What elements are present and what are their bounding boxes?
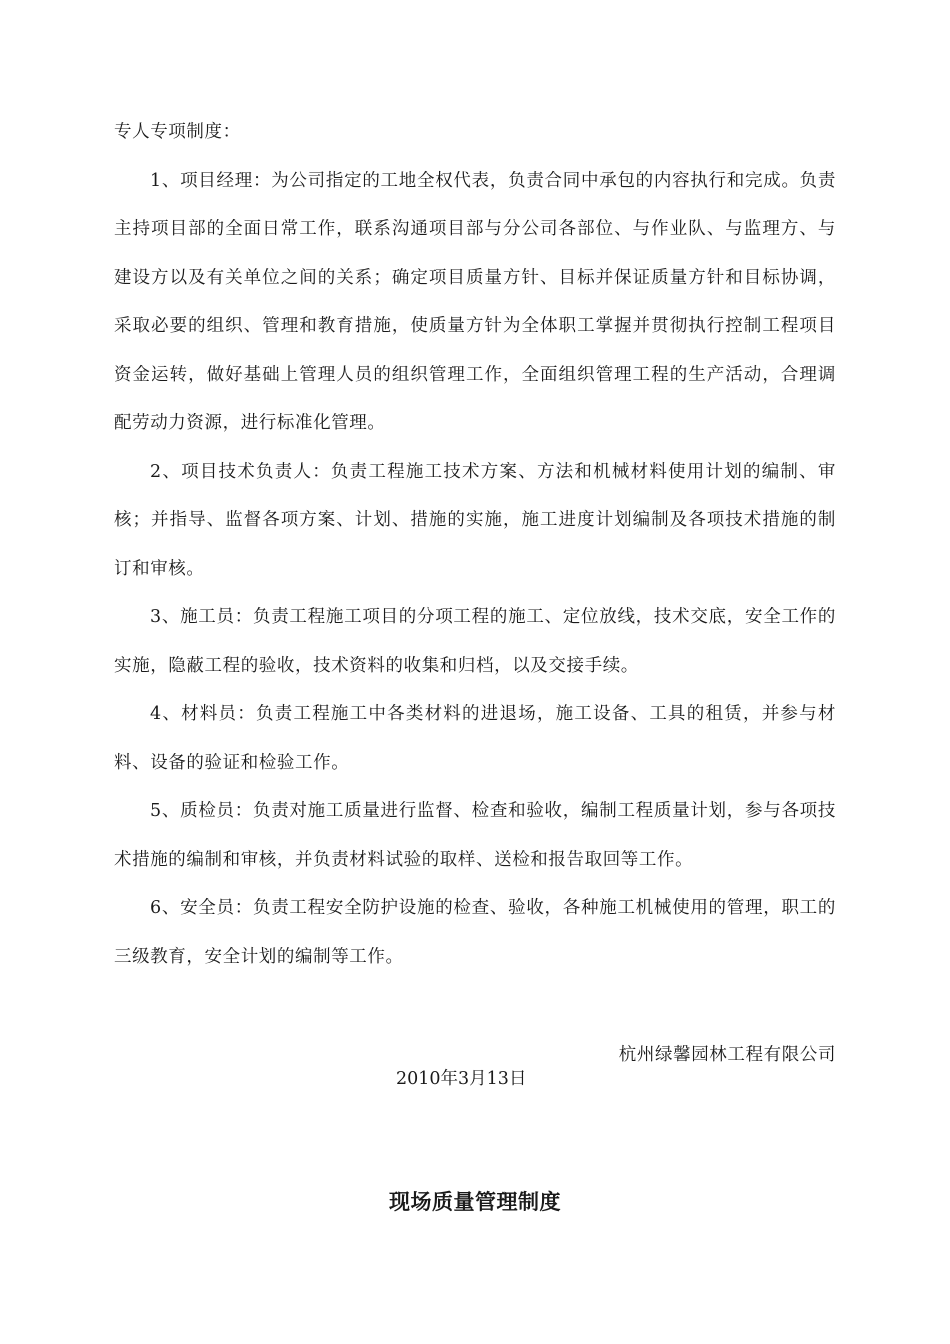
paragraph-materials-officer: 4、材料员：负责工程施工中各类材料的进退场，施工设备、工具的租赁，并参与材料、设备的验证和检验工作。 [114, 704, 836, 773]
paragraph-technical-lead: 2、项目技术负责人：负责工程施工技术方案、方法和机械材料使用计划的编制、审核；并指导、监督各项方案、计划、措施的实施，施工进度计划编制及各项技术措施的制订和审核。 [114, 461, 836, 579]
document-body [114, 108, 836, 981]
paragraph-safety-officer: 6、安全员：负责工程安全防护设施的检查、验收，各种施工机械使用的管理，职工的三级教育，安全计划的编制等工作。 [114, 898, 836, 967]
section-title: 现场质量管理制度 [389, 1190, 561, 1214]
paragraph-construction-staff: 3、施工员：负责工程施工项目的分项工程的施工、定位放线，技术交底，安全工作的实施，隐蔽工程的验收，技术资料的收集和归档，以及交接手续。 [114, 607, 836, 676]
signature-date: 2010年3月13日 [396, 1069, 527, 1089]
company-signature: 杭州绿馨园林工程有限公司 [618, 1045, 836, 1065]
paragraph-project-manager: 1、项目经理：为公司指定的工地全权代表，负责合同中承包的内容执行和完成。负责主持项目部的全面日常工作，联系沟通项目部与分公司各部位、与作业队、与监理方、与建设方以及有关单位之间的关系；确定项目质量方针、目标并保证质量方针和目标协调，采取必要的组织、管理和教育措施，使质量方针为全体职工掌握并贯彻执行控制工程项目资金运转，做好基础上管理人员的组织管理工作，全面组织管理工程的生产活动，合理调配劳动力资源，进行标准化管理。 [114, 170, 836, 433]
intro-line: 专人专项制度： [114, 122, 241, 142]
paragraph-quality-inspector: 5、质检员：负责对施工质量进行监督、检查和验收，编制工程质量计划，参与各项技术措施的编制和审核，并负责材料试验的取样、送检和报告取回等工作。 [114, 801, 836, 870]
